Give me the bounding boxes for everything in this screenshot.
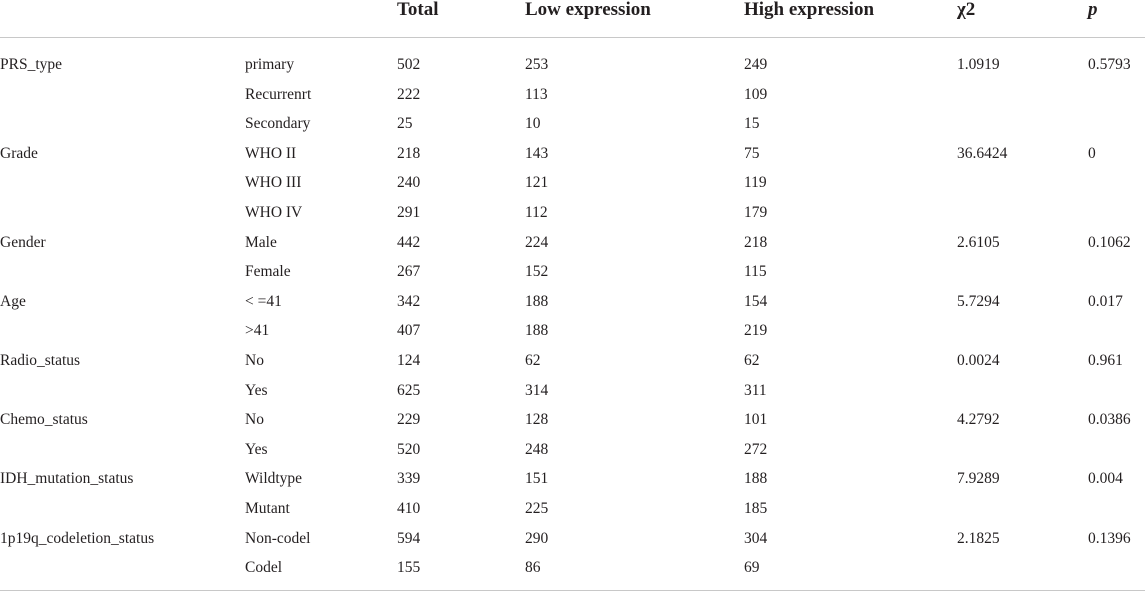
row-level: No bbox=[245, 411, 264, 429]
row-low-expression: 128 bbox=[525, 411, 549, 429]
table-row bbox=[0, 530, 1145, 560]
row-low-expression: 10 bbox=[525, 115, 541, 133]
row-chi-square: 4.2792 bbox=[957, 411, 1000, 429]
row-p-value: 0.017 bbox=[1088, 292, 1123, 310]
row-total: 267 bbox=[397, 263, 421, 281]
row-variable: 1p19q_codeletion_status bbox=[0, 529, 155, 547]
row-p-value: 0.1396 bbox=[1088, 529, 1131, 547]
row-total: 520 bbox=[397, 440, 421, 458]
row-p-value: 0.0386 bbox=[1088, 411, 1131, 429]
row-high-expression: 185 bbox=[744, 500, 768, 517]
row-high-expression: 218 bbox=[744, 233, 768, 251]
row-high-expression: 115 bbox=[744, 263, 767, 281]
row-variable: IDH_mutation_status bbox=[0, 470, 134, 488]
row-low-expression: 152 bbox=[525, 263, 549, 281]
row-level: WHO IV bbox=[245, 204, 303, 221]
row-low-expression: 314 bbox=[525, 381, 549, 399]
row-variable: PRS_type bbox=[0, 56, 63, 73]
row-level: Yes bbox=[245, 381, 268, 399]
row-chi-square: 5.7294 bbox=[957, 292, 1000, 310]
row-variable: Gender bbox=[0, 233, 46, 251]
table-row bbox=[0, 500, 1145, 530]
table-row bbox=[0, 263, 1145, 293]
row-total: 240 bbox=[397, 174, 421, 192]
table-row bbox=[0, 293, 1145, 323]
row-level: >41 bbox=[245, 322, 270, 340]
row-level: < =41 bbox=[245, 292, 282, 310]
header-p-value: p bbox=[1088, 0, 1098, 20]
table-row bbox=[0, 322, 1145, 352]
row-level: Codel bbox=[245, 559, 283, 577]
row-low-expression: 113 bbox=[525, 85, 548, 103]
row-variable: Grade bbox=[0, 144, 38, 162]
row-level: Female bbox=[245, 263, 291, 281]
row-p-value: 0.5793 bbox=[1088, 56, 1131, 73]
row-high-expression: 109 bbox=[744, 85, 768, 103]
row-variable: Chemo_status bbox=[0, 411, 88, 429]
row-p-value: 0.004 bbox=[1088, 470, 1123, 488]
row-high-expression: 179 bbox=[744, 204, 768, 221]
row-total: 218 bbox=[397, 144, 421, 162]
row-level: primary bbox=[245, 56, 295, 73]
row-total: 407 bbox=[397, 322, 421, 340]
row-chi-square: 36.6424 bbox=[957, 144, 1008, 162]
row-high-expression: 154 bbox=[744, 292, 768, 310]
table-row bbox=[0, 441, 1145, 471]
header-low-expression: Low expression bbox=[525, 0, 651, 20]
table-row bbox=[0, 470, 1145, 500]
row-low-expression: 143 bbox=[525, 144, 549, 162]
row-low-expression: 151 bbox=[525, 470, 549, 488]
row-total: 339 bbox=[397, 470, 421, 488]
row-low-expression: 290 bbox=[525, 529, 549, 547]
row-p-value: 0.961 bbox=[1088, 352, 1123, 369]
row-high-expression: 119 bbox=[744, 174, 767, 192]
row-chi-square: 2.6105 bbox=[957, 233, 1000, 251]
row-level: Mutant bbox=[245, 500, 290, 517]
row-total: 124 bbox=[397, 352, 421, 369]
row-total: 229 bbox=[397, 411, 421, 429]
row-level: Secondary bbox=[245, 115, 311, 133]
table-row bbox=[0, 115, 1145, 145]
row-total: 222 bbox=[397, 85, 421, 103]
row-low-expression: 86 bbox=[525, 559, 541, 577]
row-level: No bbox=[245, 352, 264, 369]
row-level: WHO III bbox=[245, 174, 302, 192]
table-row bbox=[0, 145, 1145, 175]
row-low-expression: 248 bbox=[525, 440, 549, 458]
row-total: 625 bbox=[397, 381, 421, 399]
header-high-expression: High expression bbox=[744, 0, 875, 20]
bottom-rule bbox=[0, 590, 1145, 591]
row-level: Non-codel bbox=[245, 529, 311, 547]
row-low-expression: 121 bbox=[525, 174, 549, 192]
row-variable: Radio_status bbox=[0, 352, 81, 369]
row-high-expression: 219 bbox=[744, 322, 768, 340]
row-variable: Age bbox=[0, 292, 26, 310]
row-high-expression: 272 bbox=[744, 440, 768, 458]
table-row bbox=[0, 56, 1145, 86]
row-level: Wildtype bbox=[245, 470, 303, 488]
row-high-expression: 69 bbox=[744, 559, 760, 577]
table-row bbox=[0, 204, 1145, 234]
row-high-expression: 311 bbox=[744, 381, 767, 399]
row-level: Yes bbox=[245, 440, 268, 458]
row-level: Recurrenrt bbox=[245, 85, 312, 103]
row-low-expression: 188 bbox=[525, 292, 549, 310]
row-total: 342 bbox=[397, 292, 421, 310]
row-level: WHO II bbox=[245, 144, 297, 162]
row-low-expression: 225 bbox=[525, 500, 549, 517]
row-low-expression: 62 bbox=[525, 352, 541, 369]
table-row bbox=[0, 352, 1145, 382]
row-p-value: 0.1062 bbox=[1088, 233, 1131, 251]
row-high-expression: 304 bbox=[744, 529, 768, 547]
header-chi-square: χ2 bbox=[957, 0, 976, 20]
row-total: 594 bbox=[397, 529, 421, 547]
row-high-expression: 188 bbox=[744, 470, 768, 488]
header-total: Total bbox=[397, 0, 439, 20]
row-low-expression: 224 bbox=[525, 233, 549, 251]
row-total: 155 bbox=[397, 559, 421, 577]
row-high-expression: 101 bbox=[744, 411, 768, 429]
table-row bbox=[0, 86, 1145, 116]
row-total: 25 bbox=[397, 115, 413, 133]
table-row bbox=[0, 559, 1145, 589]
row-chi-square: 1.0919 bbox=[957, 56, 1000, 73]
row-chi-square: 2.1825 bbox=[957, 529, 1000, 547]
row-total: 410 bbox=[397, 500, 421, 517]
row-chi-square: 0.0024 bbox=[957, 352, 1000, 369]
row-p-value: 0 bbox=[1088, 144, 1096, 162]
row-low-expression: 253 bbox=[525, 56, 549, 73]
row-high-expression: 249 bbox=[744, 56, 768, 73]
row-total: 291 bbox=[397, 204, 421, 221]
table-row bbox=[0, 174, 1145, 204]
row-chi-square: 7.9289 bbox=[957, 470, 1000, 488]
row-low-expression: 112 bbox=[525, 204, 548, 221]
row-high-expression: 62 bbox=[744, 352, 760, 369]
row-level: Male bbox=[245, 233, 277, 251]
row-high-expression: 75 bbox=[744, 144, 760, 162]
table-row bbox=[0, 411, 1145, 441]
row-total: 442 bbox=[397, 233, 421, 251]
row-low-expression: 188 bbox=[525, 322, 549, 340]
table-row bbox=[0, 382, 1145, 412]
table-row bbox=[0, 234, 1145, 264]
header-rule bbox=[0, 37, 1145, 38]
row-total: 502 bbox=[397, 56, 421, 73]
row-high-expression: 15 bbox=[744, 115, 760, 133]
